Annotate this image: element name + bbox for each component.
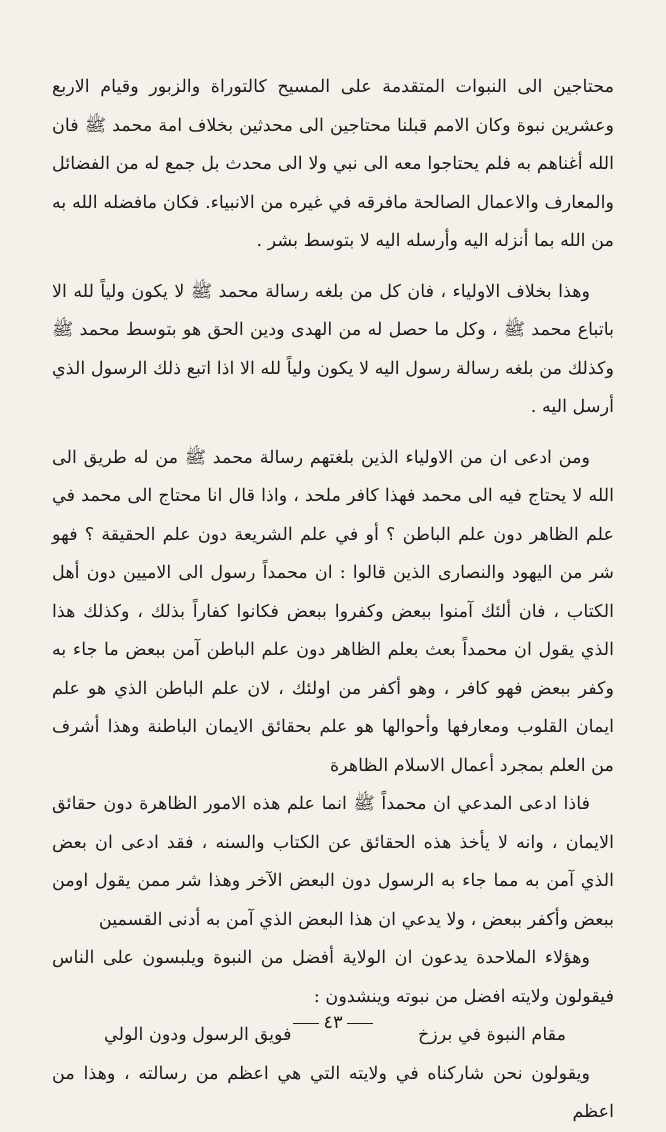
verse-hemistich-left: فويق الرسول ودون الولي bbox=[104, 1025, 292, 1045]
paragraph-3: ومن ادعى ان من الاولياء الذين بلغتهم رسالة محمد ﷺ من له طريق الى الله لا يحتاج فيه الى محمد فهذا كافر ملحد ، واذا قال انا محتاج الى محمد في علم الظاهر دون علم الباطن ؟ أو في علم الشريعة دون علم الحقيقة ؟ فهو شر من اليهود والنصارى الذين قالوا : ان محمداً رسول الى الاميين دون أهل الكتاب ، فان ألئك آمنوا ببعض وكفروا ببعض فكانوا كفاراً بذلك ، وكذلك هذا الذي يقول ان محمداً بعث بعلم الظاهر دون علم الباطن آمن ببعض ما جاء به وكفر ببعض فهو كافر ، وهو أكفر من اولئك ، لان علم الباطن الذي هو علم ايمان القلوب ومعارفها وأحوالها هو علم بحقائق الايمان الباطنة وهذا أشرف من العلم بمجرد أعمال الاسلام الظاهرة bbox=[52, 447, 614, 776]
paragraph-1: محتاجين الى النبوات المتقدمة على المسيح كالتوراة والزبور وقيام الاربع وعشرين نبوة وكان الامم قبلنا محتاجين الى محدثين بخلاف امة محمد ﷺ فان الله أغناهم به فلم يحتاجوا معه الى نبي ولا الى محدث بل جمع له من الفضائل والمعارف والاعمال الصالحة مافرقه في غيره من الانبياء. فكان مافضله الله به من الله بما أنزله اليه وأرسله اليه لا بتوسط بشر . bbox=[52, 77, 614, 251]
paragraph-4: فاذا ادعى المدعي ان محمداً ﷺ انما علم هذه الامور الظاهرة دون حقائق الايمان ، وانه لا يأخذ هذه الحقائق عن الكتاب والسنه ، فقد ادعى ان بعض الذي آمن به مما جاء به الرسول دون البعض الآخر وهذا شر ممن يقول اومن ببعض وأكفر ببعض ، ولا يدعي ان هذا البعض الذي آمن به أدنى القسمين bbox=[52, 794, 614, 930]
page-number-value: ٤٣ bbox=[323, 1012, 343, 1033]
page-number-dash-right bbox=[347, 1023, 373, 1024]
paragraph-2: وهذا بخلاف الاولياء ، فان كل من بلغه رسالة محمد ﷺ لا يكون ولياً لله الا باتباع محمد ﷺ ، وكل ما حصل له من الهدى ودين الحق هو بتوسط محمد ﷺ وكذلك من بلغه رسالة رسول اليه لا يكون ولياً لله الا اذا اتبع ذلك الرسول الذي أرسل اليه . bbox=[52, 281, 614, 417]
body-text bbox=[52, 68, 614, 1132]
paragraph-5: وهؤلاء الملاحدة يدعون ان الولاية أفضل من النبوة ويلبسون على الناس فيقولون ولايته افضل من نبوته وينشدون : bbox=[52, 948, 614, 1007]
closing-line: ويقولون نحن شاركناه في ولايته التي هي اعظم من رسالته ، وهذا من اعظم bbox=[52, 1063, 614, 1122]
page-number-dash-left bbox=[293, 1023, 319, 1024]
page-number bbox=[0, 1012, 666, 1033]
verse-hemistich-right: مقام النبوة في برزخ bbox=[417, 1025, 566, 1045]
